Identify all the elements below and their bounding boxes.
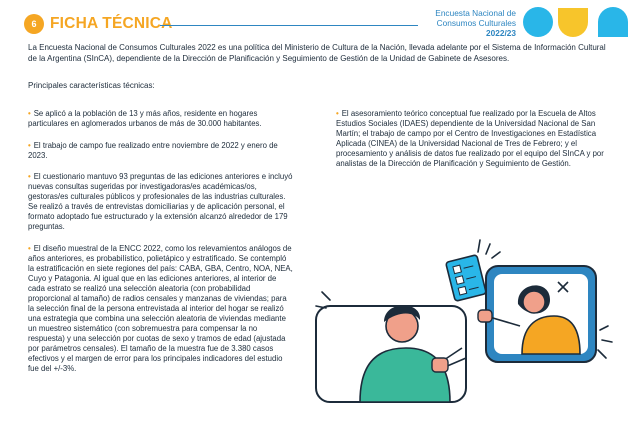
bullet-icon: •	[28, 140, 31, 150]
list-item	[28, 141, 294, 161]
title-divider	[160, 25, 418, 26]
right-column	[336, 109, 606, 181]
header-brand	[418, 8, 516, 38]
list-item-text: Se aplicó a la población de 13 y más años, residente en hogares particulares en aglomerados urbanos de más de 30.000 habitantes.	[28, 109, 262, 128]
list-item	[28, 172, 294, 232]
logo-shapes-icon	[522, 4, 630, 40]
section-subtitle: Principales características técnicas:	[28, 81, 155, 90]
list-item	[28, 109, 294, 129]
brand-line-1: Encuesta Nacional de	[435, 8, 516, 18]
bullet-icon: •	[28, 172, 31, 181]
list-item-text: El cuestionario mantuvo 93 preguntas de las ediciones anteriores e incluyó nuevas consultas sugeridas por investigadoras/es académicas/os, gestoras/es culturales públicos y profesionales de las industrias culturales. Se realizó a través de entrevistas domiciliarias y de aplicación personal, el formato adoptado fue estructurado y la extensión alcanzó alrededor de 179 preguntas.	[28, 172, 293, 231]
page-title: FICHA TÉCNICA	[50, 15, 173, 32]
brand-line-2: Consumos Culturales	[436, 18, 516, 28]
list-item-text: El diseño muestral de la ENCC 2022, como los relevamientos análogos de años anteriores, es probabilístico, polietápico y estratificado. Se contempló la estratificación en siete regiones del país: CABA, GBA, Centro, NOA, NEA, Cuyo y Patagonia. Al igual que en las ediciones anteriores, al interior de cada estrato se realizó una selección aleatoria (con probabilidad proporcional al tamaño) de radios censales y manzanas de viviendas; para la selección final de la persona entrevistada al interior del hogar se realizó una estrategia que combina una selección aleatoria de viviendas mediante un muestreo sistemático (con sobremuestra para compensar la no respuesta) y una selección por cuotas de sexo y tramos de edad (ajustada por parámetros censales). El tamaño de la muestra fue de 3.380 casos efectivos y el margen de error para los principales indicadores del estudio fue del +/-3%.	[28, 243, 293, 373]
left-column	[28, 109, 294, 385]
checklist-icon	[446, 255, 487, 302]
bullet-icon: •	[28, 109, 31, 118]
list-item	[28, 244, 294, 374]
list-item-text: El asesoramiento teórico conceptual fue realizado por la Escuela de Altos Estudios Sociales (IDAES) dependiente de la Universidad Nacional de San Martín; el trabajo de campo por el Centro de Investigaciones en Estadística Aplicada (CINEA) de la Universidad Nacional de Tres de Febrero; y el procesamiento y análisis de datos fue realizado por el equipo del SInCA y por analistas de la Dirección de Planificación y Seguimiento de Gestión.	[336, 109, 604, 168]
illustration-video-call-icon	[310, 230, 630, 410]
page-number: 6	[31, 19, 37, 29]
bullet-icon: •	[28, 243, 31, 253]
page-number-badge	[24, 14, 44, 34]
intro-paragraph: La Encuesta Nacional de Consumos Culturales 2022 es una política del Ministerio de Cultura de la Nación, llevada adelante por el Sistema de Información Cultural de la Argentina (SInCA), dependiente de la Dirección de Planificación y Seguimiento de Gestión de la Unidad de Gabinete de Asesores.	[28, 43, 606, 63]
bullet-icon: •	[336, 109, 339, 118]
list-item-text: El trabajo de campo fue realizado entre noviembre de 2022 y enero de 2023.	[28, 140, 278, 160]
list-item	[336, 109, 606, 169]
brand-year: 2022/23	[486, 28, 516, 38]
